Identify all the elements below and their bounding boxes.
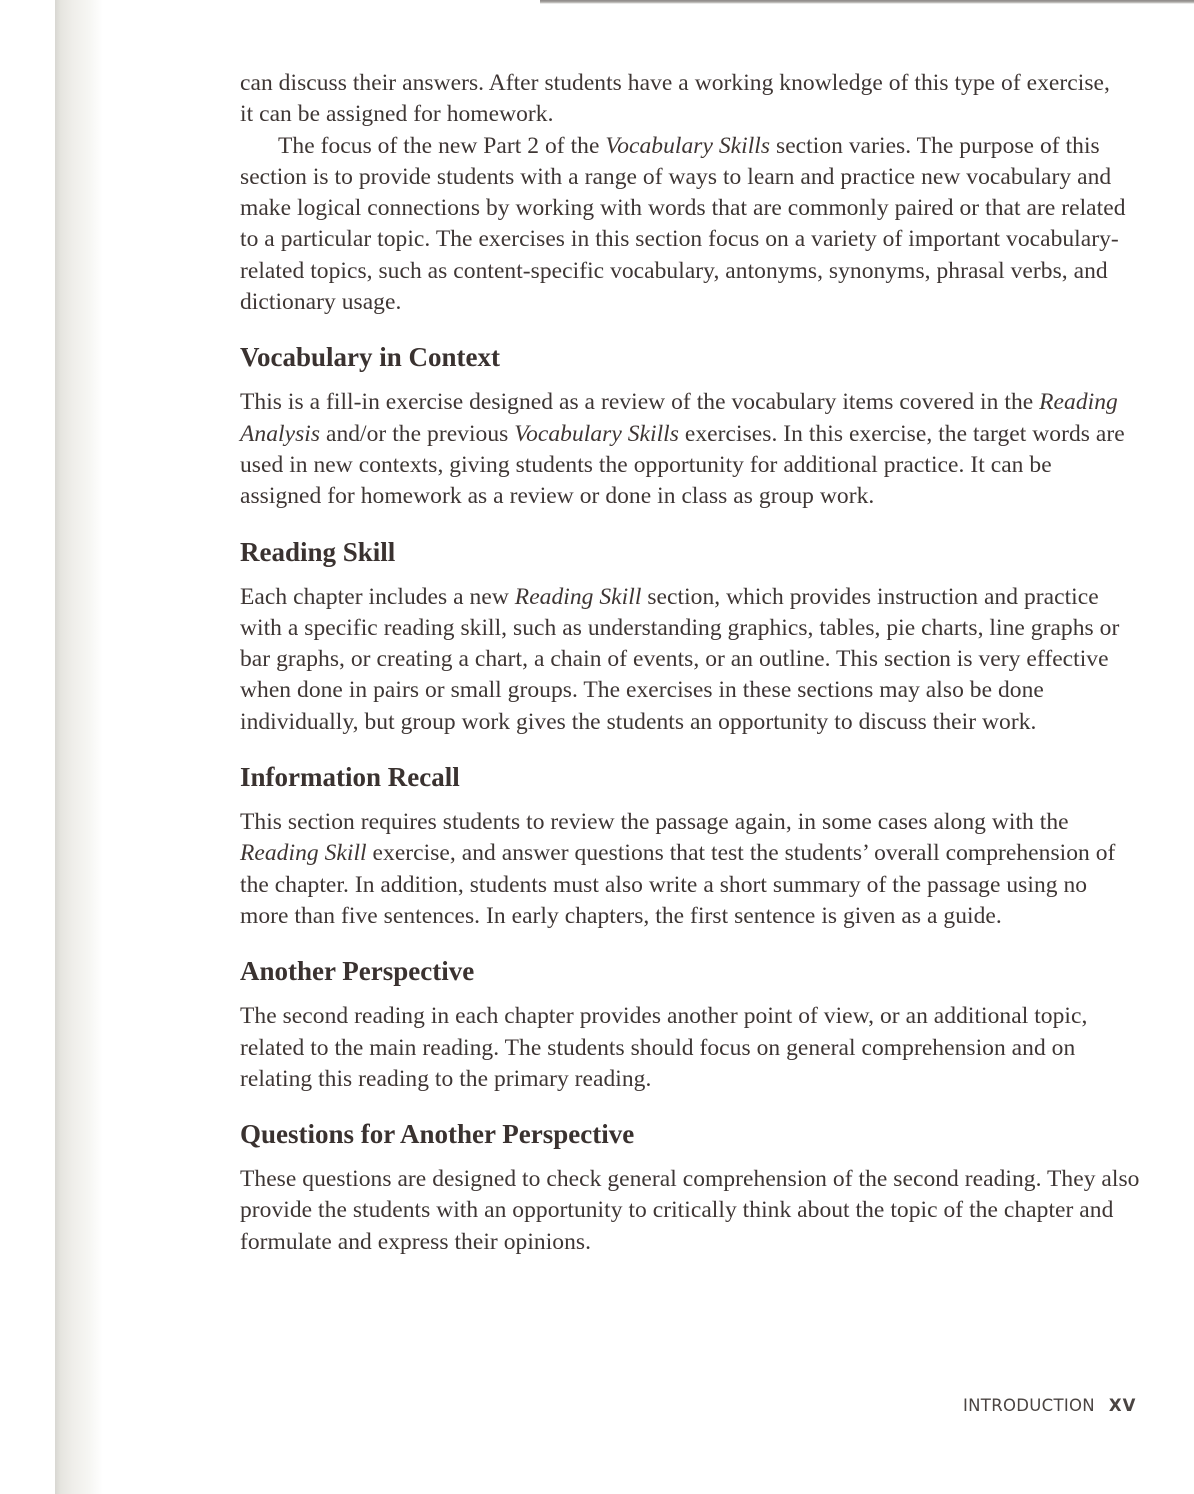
paragraph-text: section, which provides instruction and practice with a specific reading skill, such as understanding graphics, tables, pie charts, line graphs or bar graphs, or creating a chart, a chain of events, or an outline. This section is very effective when done in pairs or small groups. The exercises in these sections may also be done individually, but group work gives the students an opportunity to discuss their work. bbox=[240, 583, 1120, 735]
section-paragraph bbox=[240, 1164, 1145, 1258]
page-top-edge bbox=[540, 0, 1194, 4]
section-questions-for-another-perspective bbox=[240, 1119, 1140, 1258]
section-another-perspective bbox=[240, 956, 1140, 1095]
section-reading-skill bbox=[240, 537, 1140, 738]
paragraph-text: This section requires students to review the passage again, in some cases along with the bbox=[240, 809, 1069, 836]
paragraph-text: The second reading in each chapter provides another point of view, or an additional topic, related to the main reading. The students should focus on general comprehension and on relating this reading to the primary reading. bbox=[240, 1003, 1088, 1092]
paragraph-text: The focus of the new Part 2 of the bbox=[278, 132, 606, 159]
section-vocabulary-in-context bbox=[240, 342, 1140, 512]
page-number: XV bbox=[1108, 1396, 1137, 1415]
section-paragraph bbox=[240, 1001, 1125, 1095]
paragraph-text: can discuss their answers. After students have a working knowledge of this type of exercise, it can be assigned for homework. bbox=[240, 70, 1110, 128]
page-footer bbox=[963, 1396, 1136, 1415]
italic-term: Vocabulary Skills bbox=[514, 420, 679, 447]
section-paragraph bbox=[240, 387, 1125, 512]
binding-gutter-shadow bbox=[55, 0, 103, 1494]
section-heading: Questions for Another Perspective bbox=[240, 1119, 635, 1150]
section-heading: Vocabulary in Context bbox=[240, 342, 501, 373]
intro-paragraph-1 bbox=[240, 68, 1125, 131]
section-information-recall bbox=[240, 762, 1140, 932]
page-body bbox=[240, 68, 1140, 1258]
italic-term: Reading Skill bbox=[240, 840, 367, 867]
section-paragraph bbox=[240, 807, 1120, 932]
section-heading: Another Perspective bbox=[240, 956, 475, 987]
section-paragraph bbox=[240, 582, 1135, 738]
italic-term: Reading Analysis bbox=[240, 389, 1118, 447]
intro-paragraph-2 bbox=[240, 131, 1140, 319]
paragraph-text: This is a fill-in exercise designed as a review of the vocabulary items covered in the bbox=[240, 389, 1040, 416]
running-footer-label: INTRODUCTION bbox=[963, 1396, 1095, 1415]
paragraph-text: exercise, and answer questions that test the students’ overall comprehension of the chapter. In addition, students must also write a short summary of the passage using no more than five sentences. In early chapters, the first sentence is given as a guide. bbox=[240, 840, 1116, 929]
paragraph-text: and/or the previous bbox=[320, 420, 515, 447]
italic-term: Reading Skill bbox=[514, 583, 642, 610]
paragraph-text: exercises. In this exercise, the target words are used in new contexts, giving students the opportunity for additional practice. It can be assigned for homework as a review or done in class as group work. bbox=[240, 420, 1125, 510]
section-heading: Information Recall bbox=[240, 762, 460, 793]
section-heading: Reading Skill bbox=[240, 536, 396, 567]
paragraph-text: Each chapter includes a new bbox=[240, 583, 515, 610]
paragraph-text: section varies. The purpose of this section is to provide students with a range of ways to learn and practice new vocabulary and make logical connections by working with words that are commonly paired or that are related to a particular topic. The exercises in this section focus on a variety of important vocabulary-related topics, such as content-specific vocabulary, antonyms, synonyms, phrasal verbs, and dictionary usage. bbox=[240, 132, 1126, 316]
paragraph-text: These questions are designed to check general comprehension of the second reading. They also provide the students with an opportunity to critically think about the topic of the chapter and formulate and express their opinions. bbox=[240, 1166, 1140, 1255]
italic-term: Vocabulary Skills bbox=[605, 132, 771, 159]
